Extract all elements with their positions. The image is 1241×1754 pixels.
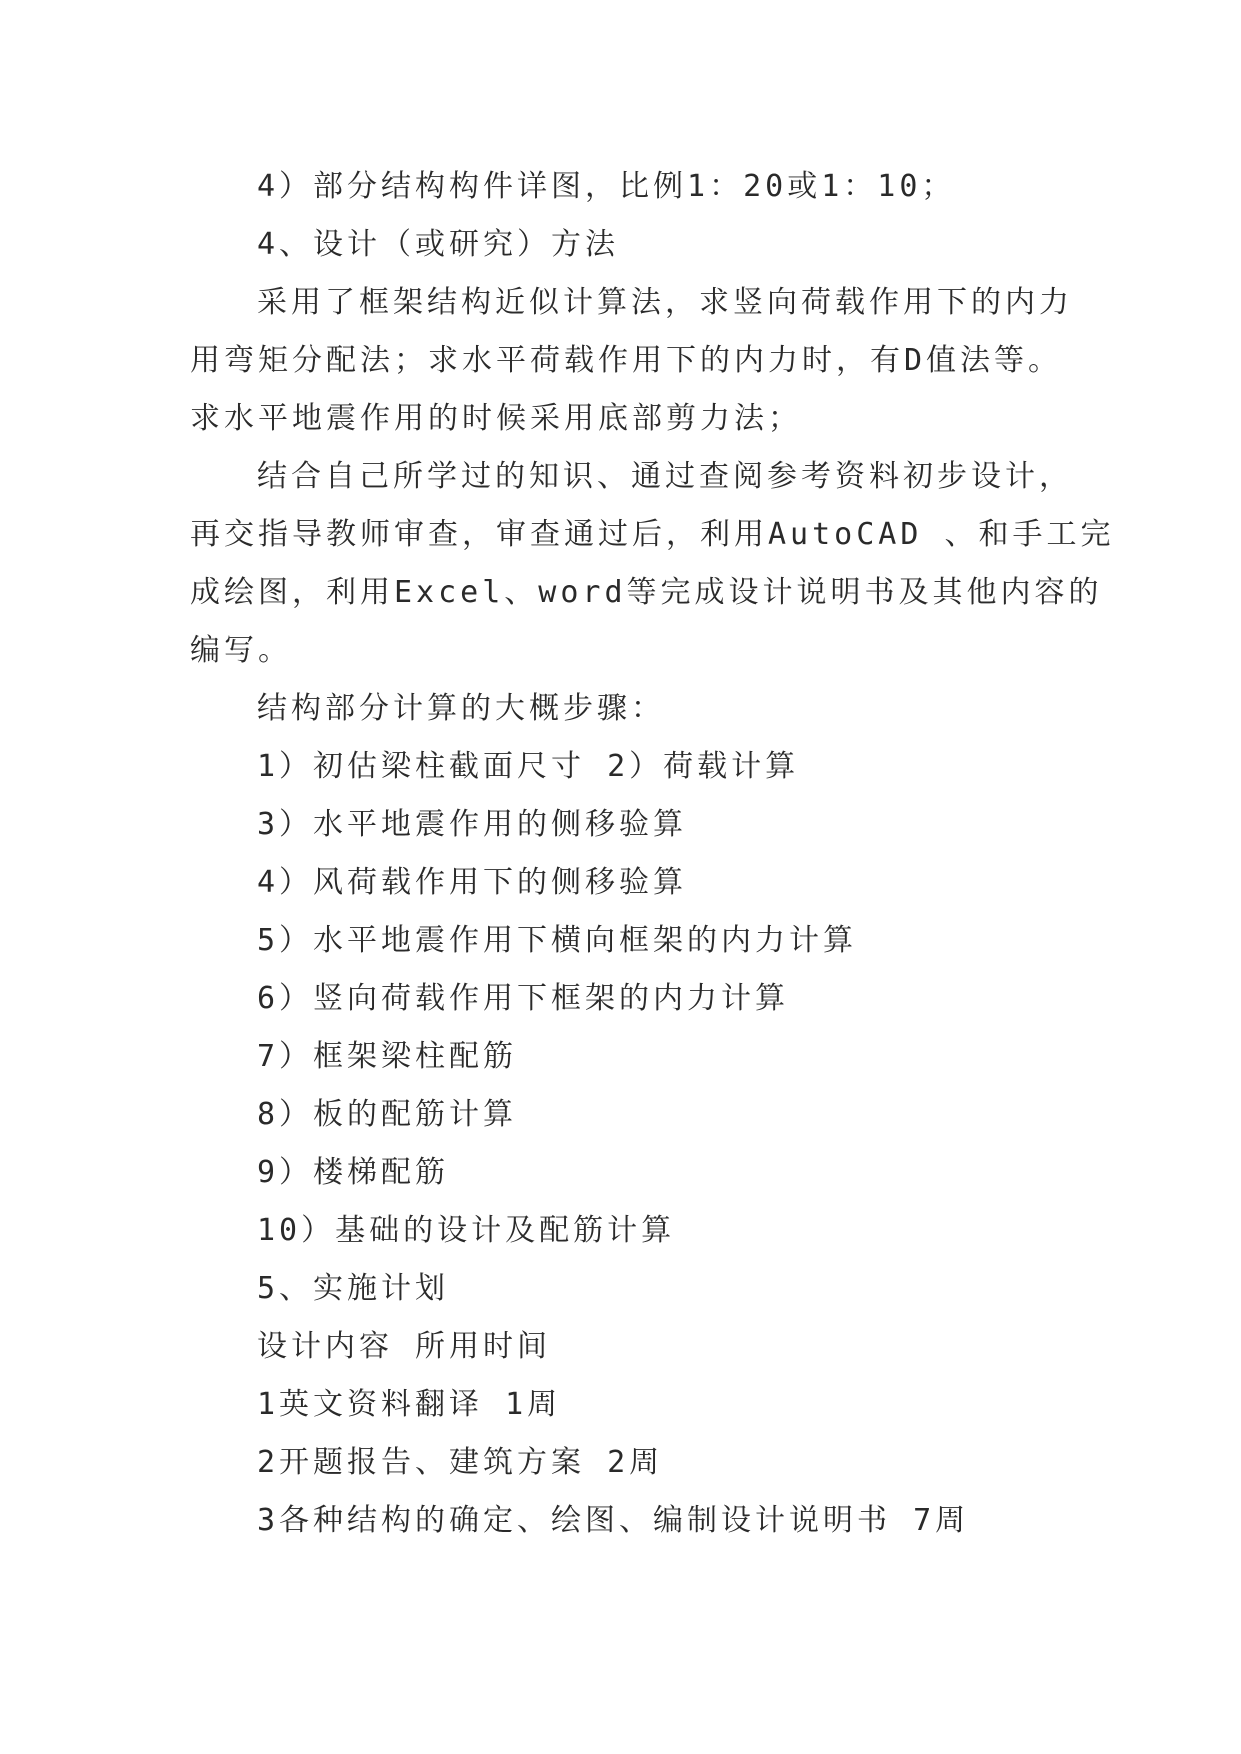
step-item-6: 6）竖向荷载作用下框架的内力计算 [257, 981, 790, 1016]
paragraph-process-line-2: 再交指导教师审查，审查通过后，利用AutoCAD 、和手工完 [190, 517, 1115, 552]
plan-table-header: 设计内容 所用时间 [257, 1329, 552, 1364]
paragraph-process-line-4: 编写。 [190, 633, 292, 668]
plan-row-3: 3各种结构的确定、绘图、编制设计说明书 7周 [257, 1503, 970, 1538]
step-item-8: 8）板的配筋计算 [257, 1097, 518, 1132]
step-item-4: 4）风荷载作用下的侧移验算 [257, 865, 688, 900]
paragraph-method-line-1: 采用了框架结构近似计算法，求竖向荷载作用下的内力 [257, 285, 1073, 320]
step-item-7: 7）框架梁柱配筋 [257, 1039, 518, 1074]
plan-row-2: 2开题报告、建筑方案 2周 [257, 1445, 664, 1480]
paragraph-process-line-1: 结合自己所学过的知识、通过查阅参考资料初步设计， [257, 459, 1073, 494]
paragraph-method-line-2: 用弯矩分配法；求水平荷载作用下的内力时，有D值法等。 [190, 343, 1063, 378]
steps-heading: 结构部分计算的大概步骤： [257, 691, 665, 726]
step-item-9: 9）楼梯配筋 [257, 1155, 450, 1190]
text-line-detail-drawings: 4）部分结构构件详图，比例1：20或1：10； [257, 169, 956, 204]
section-heading-design-method: 4、设计（或研究）方法 [257, 227, 620, 262]
paragraph-process-line-3: 成绘图，利用Excel、word等完成设计说明书及其他内容的 [190, 575, 1103, 610]
step-item-3: 3）水平地震作用的侧移验算 [257, 807, 688, 842]
plan-row-1: 1英文资料翻译 1周 [257, 1387, 562, 1422]
step-item-10: 10）基础的设计及配筋计算 [257, 1213, 676, 1248]
section-heading-implementation-plan: 5、实施计划 [257, 1271, 450, 1306]
step-item-1-2: 1）初估梁柱截面尺寸 2）荷载计算 [257, 749, 800, 784]
step-item-5: 5）水平地震作用下横向框架的内力计算 [257, 923, 858, 958]
paragraph-method-line-3: 求水平地震作用的时候采用底部剪力法； [190, 401, 802, 436]
